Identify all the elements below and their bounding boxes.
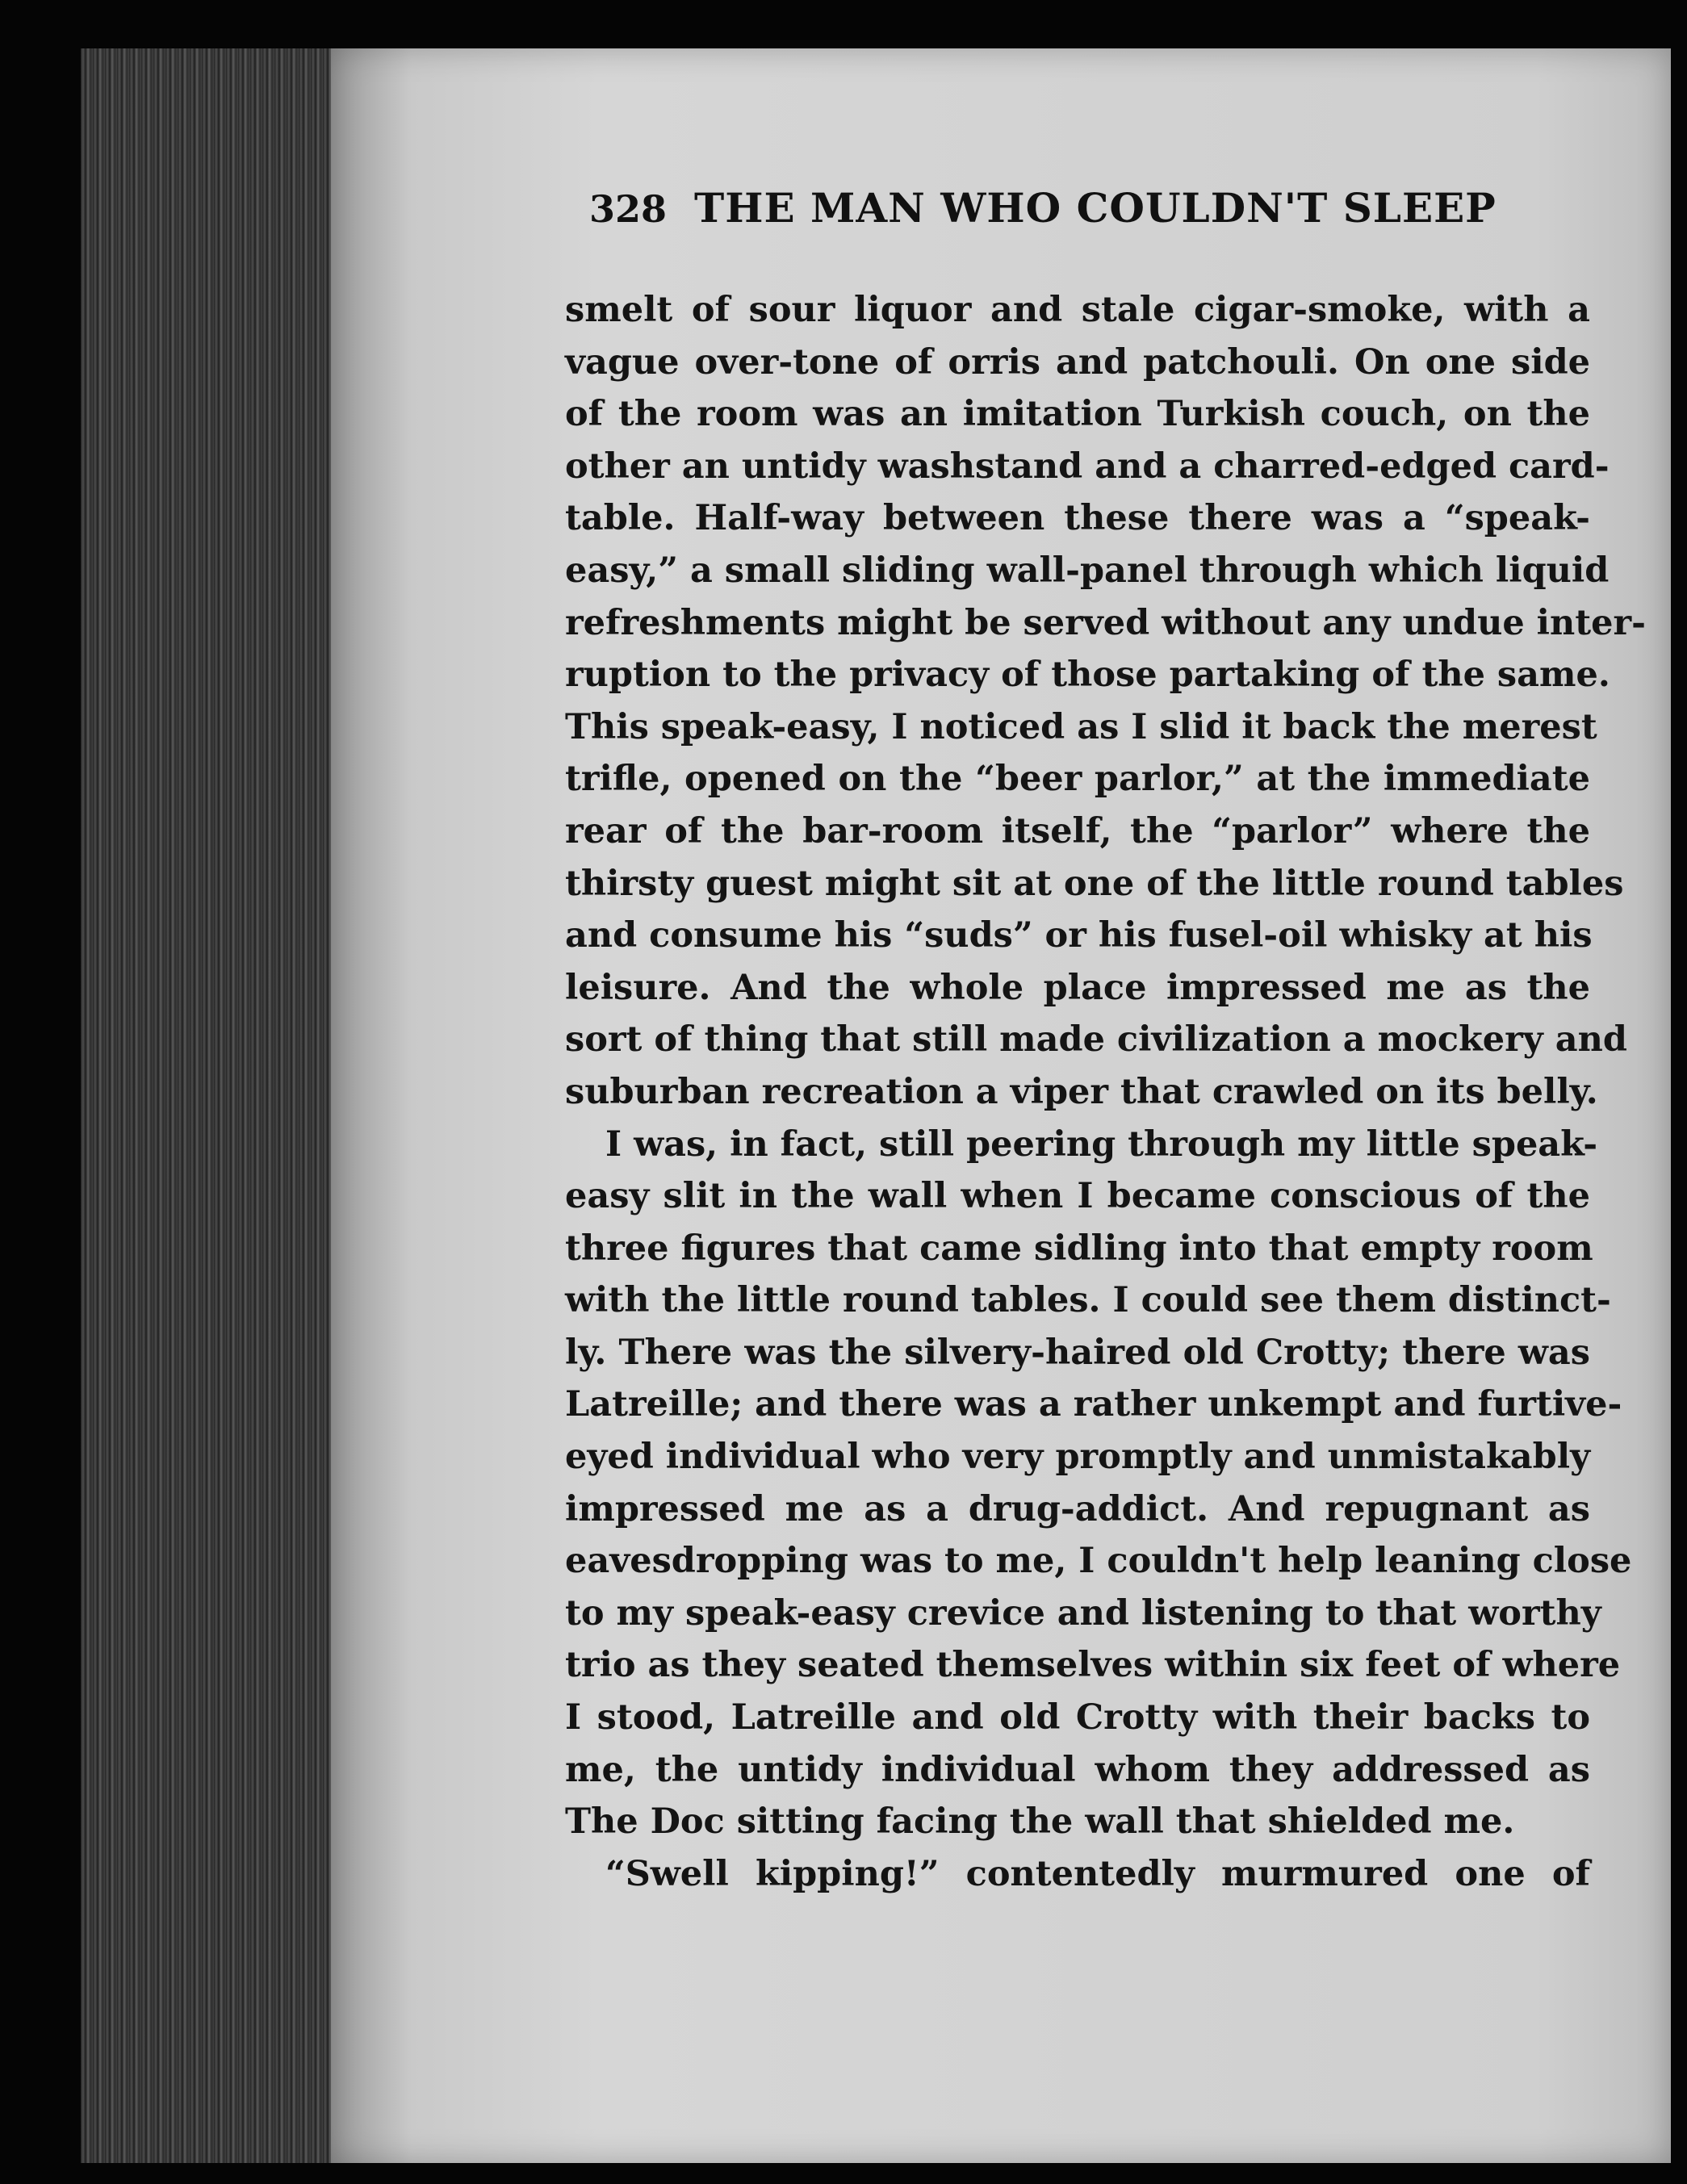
text-line: The Doc sitting facing the wall that shielded me.	[565, 1801, 1515, 1843]
text-line: “Swell kipping!” contentedly murmured one of	[605, 1853, 1590, 1894]
text-line: vague over-tone of orris and patchouli. On one side	[565, 341, 1590, 383]
book-page-edges	[81, 48, 339, 2163]
page-header	[589, 184, 1526, 232]
text-line: refreshments might be served without any undue inter-	[565, 602, 1646, 643]
text-line: to my speak-easy crevice and listening to that worthy	[565, 1592, 1601, 1634]
text-line: of the room was an imitation Turkish couch, on the	[565, 394, 1590, 435]
text-line: and consume his “suds” or his fusel-oil whisky at his	[565, 915, 1593, 956]
text-line: other an untidy washstand and a charred-edged card-	[565, 446, 1610, 487]
text-line: I was, in fact, still peering through my little speak-	[605, 1123, 1598, 1165]
text-line: thirsty guest might sit at one of the little round tables	[565, 863, 1624, 904]
text-line: smelt of sour liquor and stale cigar-smoke, with a	[565, 290, 1590, 330]
running-title: THE MAN WHO COULDN'T SLEEP	[694, 184, 1497, 232]
text-line: ly. There was the silvery-haired old Crotty; there was	[565, 1332, 1590, 1373]
text-line: trio as they seated themselves within six feet of where	[565, 1645, 1621, 1686]
text-line: leisure. And the whole place impressed me as the	[565, 967, 1590, 1008]
text-line: I stood, Latreille and old Crotty with their backs to	[565, 1697, 1590, 1738]
text-line: three figures that came sidling into that empty room	[565, 1228, 1593, 1269]
text-line: easy,” a small sliding wall-panel through which liquid	[565, 550, 1610, 591]
text-line: with the little round tables. I could see them distinct-	[565, 1280, 1611, 1321]
text-line: suburban recreation a viper that crawled on its belly.	[565, 1071, 1598, 1112]
text-line: This speak-easy, I noticed as I slid it back the merest	[565, 706, 1597, 747]
text-line: Latreille; and there was a rather unkempt and furtive-	[565, 1384, 1622, 1425]
body-text	[565, 284, 1646, 1900]
text-line: ruption to the privacy of those partaking of the same.	[565, 655, 1610, 696]
text-line: table. Half-way between these there was a “speak-	[565, 498, 1590, 539]
text-line: eavesdropping was to me, I couldn't help leaning close	[565, 1541, 1632, 1582]
page-number: 328	[589, 187, 668, 231]
text-line: me, the untidy individual whom they addressed as	[565, 1749, 1590, 1790]
text-line: impressed me as a drug-addict. And repugnant as	[565, 1488, 1590, 1529]
text-line: sort of thing that still made civilization a mockery and	[565, 1019, 1627, 1061]
text-line: trifle, opened on the “beer parlor,” at the immediate	[565, 759, 1590, 800]
text-line: rear of the bar-room itself, the “parlor” where the	[565, 810, 1590, 851]
text-line: eyed individual who very promptly and unmistakably	[565, 1437, 1591, 1478]
text-line: easy slit in the wall when I became conscious of the	[565, 1176, 1590, 1217]
